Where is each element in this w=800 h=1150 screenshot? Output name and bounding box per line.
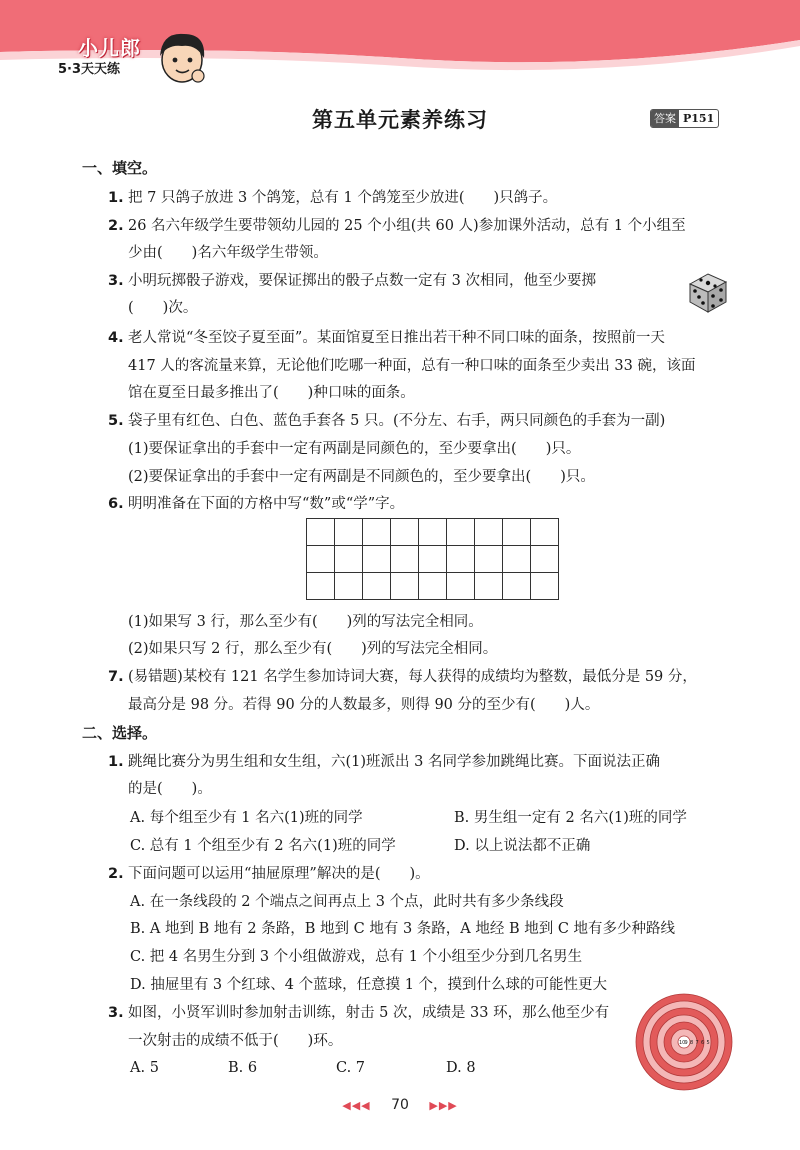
- question-number: 5.: [108, 413, 124, 429]
- grid-cell: [335, 573, 363, 600]
- question-line: [108, 271, 596, 291]
- question-text: (1)要保证拿出的手套中一定有两副是同颜色的，至少要拿出( )只。: [128, 441, 581, 457]
- brand-logo: [56, 30, 176, 100]
- question-line: [108, 752, 660, 772]
- grid-cell: [503, 573, 531, 600]
- question-text: 一、填空。: [82, 159, 158, 177]
- ring-score-label: 8: [690, 1040, 694, 1046]
- question-line: [128, 439, 580, 459]
- question-text: 袋子里有红色、白色、蓝色手套各 5 只。(不分左、右手，两只同颜色的手套为一副): [128, 413, 666, 429]
- question-line: [130, 892, 564, 912]
- question-line: [128, 356, 695, 376]
- ring-score-label: 10: [679, 1040, 686, 1046]
- question-text: 跳绳比赛分为男生组和女生组，六(1)班派出 3 名同学参加跳绳比赛。下面说法正确: [128, 754, 660, 770]
- question-line: [128, 639, 497, 659]
- answer-reference[interactable]: [650, 109, 719, 128]
- question-text: (2)如果只写 2 行，那么至少有( )列的写法完全相同。: [128, 641, 498, 657]
- question-number: 3.: [108, 1005, 124, 1021]
- question-line: [454, 808, 687, 828]
- grid-cell: [475, 519, 503, 546]
- question-text: 如图，小贤军训时参加射击训练，射击 5 次，成绩是 33 环，那么他至少有: [128, 1005, 610, 1021]
- question-number: 2.: [108, 218, 124, 234]
- question-line: [108, 667, 697, 687]
- question-text: A. 在一条线段的 2 个端点之间再点上 3 个点，此时共有多少条线段: [130, 894, 564, 910]
- grid-cell: [307, 519, 335, 546]
- question-line: [130, 808, 363, 828]
- question-text: 417 人的客流量来算，无论他们吃哪一种面，总有一种口味的面条至少卖出 33 碗，该面: [128, 358, 696, 374]
- grid-cell: [391, 573, 419, 600]
- next-arrows-icon: ▶▶▶: [429, 1099, 458, 1112]
- grid-cell: [447, 573, 475, 600]
- question-text: 一次射击的成绩不低于( )环。: [128, 1033, 343, 1049]
- question-text: 把 7 只鸽子放进 3 个鸽笼，总有 1 个鸽笼至少放进( )只鸽子。: [128, 190, 558, 206]
- question-line: [130, 836, 396, 856]
- question-line: [108, 864, 430, 884]
- series-name: 5·3天天练: [58, 62, 121, 77]
- dice-icon: [684, 270, 730, 314]
- question-text: (1)如果写 3 行，那么至少有( )列的写法完全相同。: [128, 614, 483, 630]
- grid-cell: [475, 573, 503, 600]
- question-text: 老人常说“冬至饺子夏至面”。某面馆夏至日推出若干种不同口味的面条，按照前一天: [128, 330, 665, 346]
- question-line: [130, 919, 675, 939]
- question-line: [128, 779, 212, 799]
- question-line: [130, 1058, 159, 1078]
- question-line: [128, 383, 415, 403]
- page-title: 第五单元素养练习: [312, 108, 488, 132]
- question-line: [108, 216, 686, 236]
- grid-cell: [531, 573, 559, 600]
- question-text: D. 以上说法都不正确: [454, 838, 591, 854]
- prev-arrows-icon: ◀◀◀: [342, 1099, 371, 1112]
- question-number: 7.: [108, 669, 124, 685]
- question-text: D. 抽屉里有 3 个红球、4 个蓝球，任意摸 1 个，摸到什么球的可能性更大: [130, 977, 608, 993]
- shooting-target-icon: [634, 992, 734, 1092]
- question-text: 最高分是 98 分。若得 90 分的人数最多，则得 90 分的至少有( )人。: [128, 697, 600, 713]
- question-line: [228, 1058, 257, 1078]
- question-number: 3.: [108, 273, 124, 289]
- question-text: (易错题)某校有 121 名学生参加诗词大赛，每人获得的成绩均为整数，最低分是 59 分，: [128, 669, 697, 685]
- section-heading: [82, 158, 157, 178]
- grid-cell: [475, 546, 503, 573]
- ring-score-label: 5: [706, 1040, 710, 1046]
- ring-score-label: 9: [684, 1040, 688, 1046]
- question-text: (2)要保证拿出的手套中一定有两副是不同颜色的，至少要拿出( )只。: [128, 469, 595, 485]
- page-number: 70: [391, 1097, 409, 1113]
- writing-grid: [306, 518, 559, 600]
- section-heading: [82, 723, 157, 743]
- question-line: [108, 494, 404, 514]
- grid-cell: [447, 546, 475, 573]
- grid-cell: [363, 519, 391, 546]
- question-text: 下面问题可以运用“抽屉原理”解决的是( )。: [128, 866, 430, 882]
- grid-cell: [419, 546, 447, 573]
- question-text: A. 5: [130, 1060, 159, 1076]
- grid-cell: [363, 573, 391, 600]
- question-text: C. 总有 1 个组至少有 2 名六(1)班的同学: [130, 838, 396, 854]
- grid-cell: [391, 519, 419, 546]
- answer-label: 答案: [651, 110, 679, 127]
- grid-cell: [503, 519, 531, 546]
- question-text: C. 7: [336, 1060, 366, 1076]
- question-line: [108, 411, 665, 431]
- question-number: 4.: [108, 330, 124, 346]
- question-text: 二、选择。: [82, 724, 158, 742]
- question-line: [128, 695, 599, 715]
- question-text: A. 每个组至少有 1 名六(1)班的同学: [130, 810, 363, 826]
- grid-cell: [391, 546, 419, 573]
- question-text: C. 把 4 名男生分到 3 个小组做游戏，总有 1 个小组至少分到几名男生: [130, 949, 583, 965]
- question-line: [128, 243, 328, 263]
- question-text: ( )次。: [128, 300, 198, 316]
- question-text: D. 8: [446, 1060, 476, 1076]
- question-text: 的是( )。: [128, 781, 212, 797]
- question-line: [128, 612, 483, 632]
- question-text: B. 6: [228, 1060, 258, 1076]
- question-number: 1.: [108, 754, 124, 770]
- grid-cell: [363, 546, 391, 573]
- question-line: [128, 467, 595, 487]
- ring-score-label: 7: [695, 1040, 699, 1046]
- page-footer: [0, 1097, 800, 1113]
- question-text: 26 名六年级学生要带领幼儿园的 25 个小组(共 60 人)参加课外活动，总有 1 个小组至: [128, 218, 686, 234]
- question-number: 2.: [108, 866, 124, 882]
- question-text: 少由( )名六年级学生带领。: [128, 245, 328, 261]
- question-line: [446, 1058, 476, 1078]
- grid-cell: [419, 573, 447, 600]
- question-line: [128, 298, 197, 318]
- question-line: [130, 975, 607, 995]
- question-number: 6.: [108, 496, 124, 512]
- question-text: B. A 地到 B 地有 2 条路，B 地到 C 地有 3 条路，A 地经 B 地到 C 地有多少种路线: [130, 921, 676, 937]
- grid-cell: [335, 519, 363, 546]
- grid-cell: [419, 519, 447, 546]
- question-number: 1.: [108, 190, 124, 206]
- question-line: [108, 1003, 609, 1023]
- grid-cell: [335, 546, 363, 573]
- question-text: 馆在夏至日最多推出了( )种口味的面条。: [128, 385, 415, 401]
- question-line: [130, 947, 582, 967]
- question-line: [336, 1058, 365, 1078]
- answer-page: P151: [683, 112, 715, 125]
- question-line: [108, 328, 665, 348]
- mascot-boy-icon: [152, 26, 212, 90]
- grid-cell: [503, 546, 531, 573]
- grid-cell: [307, 573, 335, 600]
- question-text: B. 男生组一定有 2 名六(1)班的同学: [454, 810, 687, 826]
- grid-cell: [447, 519, 475, 546]
- grid-cell: [531, 519, 559, 546]
- question-text: 小明玩掷骰子游戏，要保证掷出的骰子点数一定有 3 次相同，他至少要掷: [128, 273, 596, 289]
- grid-cell: [307, 546, 335, 573]
- question-text: 明明准备在下面的方格中写“数”或“学”字。: [128, 496, 405, 512]
- brand-name: 小儿郎: [78, 36, 141, 60]
- question-line: [454, 836, 590, 856]
- question-line: [108, 188, 557, 208]
- grid-cell: [531, 546, 559, 573]
- question-line: [128, 1031, 342, 1051]
- ring-score-label: 6: [701, 1040, 705, 1046]
